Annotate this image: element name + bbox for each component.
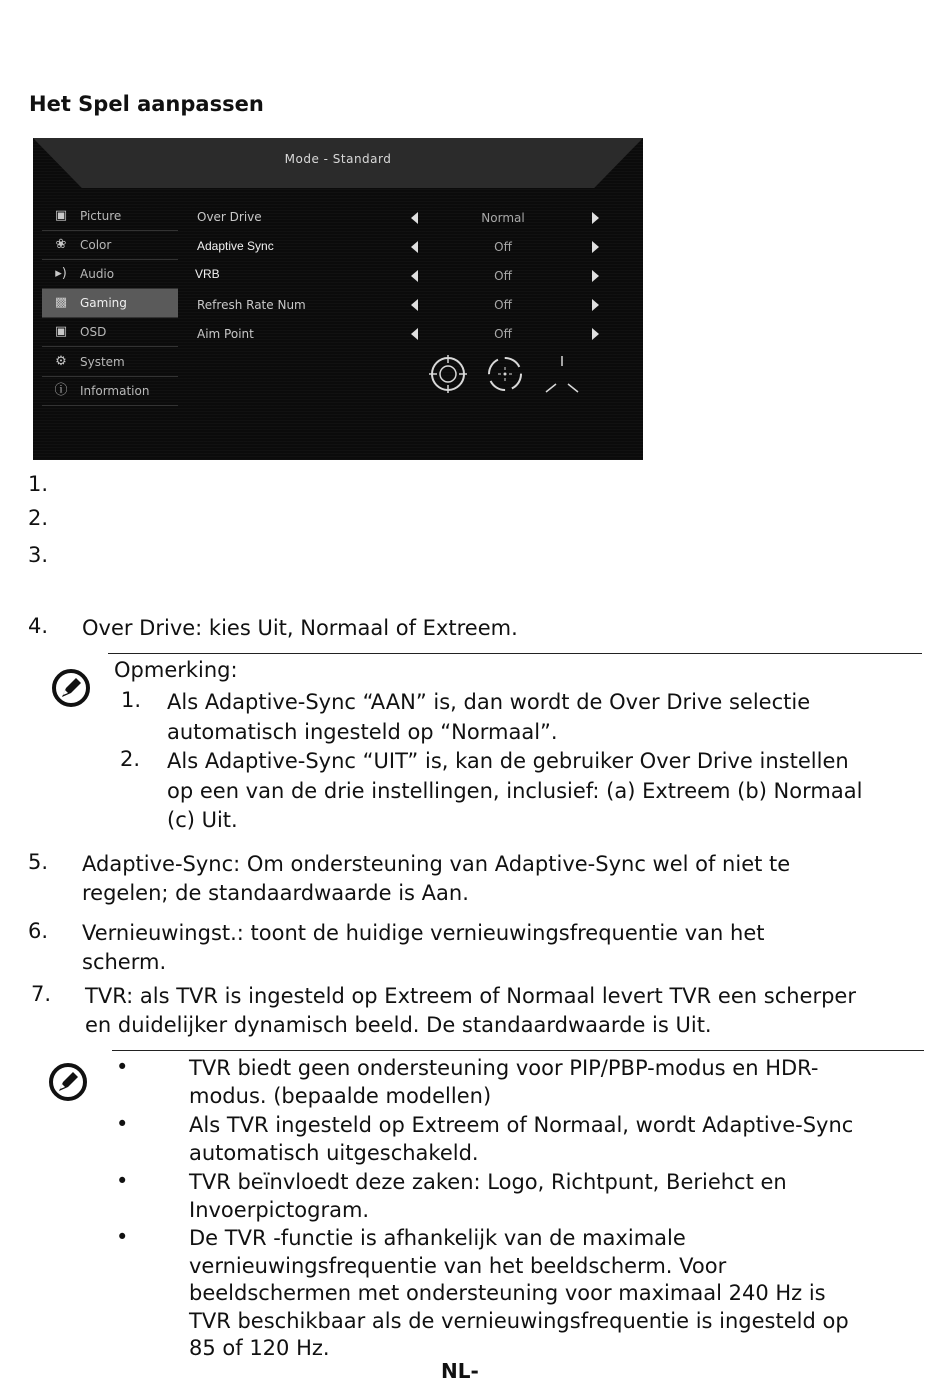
crosshair-circle-icon[interactable] [428, 354, 468, 394]
bullet-text [189, 1112, 919, 1167]
left-arrow-icon[interactable] [411, 328, 418, 340]
right-arrow-icon[interactable] [592, 241, 599, 253]
item-number: 5. [28, 850, 49, 874]
option-value-refresh-rate-num: Off [494, 298, 512, 312]
note-icon [48, 1062, 88, 1102]
right-arrow-icon[interactable] [592, 270, 599, 282]
item-number: 7. [31, 982, 52, 1006]
gear-icon: ⚙ [55, 354, 67, 369]
option-label-adaptive-sync: Adaptive Sync [197, 239, 274, 253]
item-line: scherm. [82, 950, 167, 974]
menu-item-information[interactable] [42, 377, 178, 406]
picture-icon: ▣ [54, 208, 68, 223]
bullet-text [189, 1169, 919, 1224]
right-arrow-icon[interactable] [592, 299, 599, 311]
speaker-icon: ▸) [55, 266, 67, 281]
option-value-over-drive: Normal [481, 211, 525, 225]
item-number: 6. [28, 919, 49, 943]
osd-screenshot [33, 138, 643, 460]
bullet-line: TVR beïnvloedt deze zaken: Logo, Richtpunt, Beriehct en [189, 1170, 787, 1194]
note-divider [112, 1050, 924, 1051]
menu-item-label: OSD [80, 325, 107, 339]
option-label-over-drive: Over Drive [197, 210, 262, 224]
crosshair-dashed-icon[interactable] [485, 354, 525, 394]
note-line: Als Adaptive-Sync “UIT” is, kan de gebruiker Over Drive instellen [167, 749, 849, 773]
bullet-line: Invoerpictogram. [189, 1197, 370, 1222]
note-line: Als Adaptive-Sync “AAN” is, dan wordt de Over Drive selectie [167, 690, 811, 714]
item-line: Adaptive-Sync: Om ondersteuning van Adaptive-Sync wel of niet te [82, 852, 791, 876]
note-line: automatisch ingesteld op “Normaal”. [167, 719, 558, 744]
menu-item-system[interactable] [42, 348, 178, 377]
bullet-line: 85 of 120 Hz. [189, 1336, 330, 1360]
menu-item-gaming[interactable] [42, 289, 178, 318]
left-arrow-icon[interactable] [411, 241, 418, 253]
bullet-line: Als TVR ingesteld op Extreem of Normaal, wordt Adaptive-Sync [189, 1113, 854, 1137]
right-arrow-icon[interactable] [592, 212, 599, 224]
osd-mode-label: Mode - Standard [284, 152, 392, 166]
option-label-vrb: VRB [195, 267, 220, 281]
menu-item-color[interactable] [42, 231, 178, 260]
step-number: 3. [28, 543, 49, 567]
palette-icon: ❀ [55, 237, 67, 252]
left-arrow-icon[interactable] [411, 299, 418, 311]
note-point-text [167, 688, 810, 747]
menu-item-audio[interactable] [42, 260, 178, 289]
item-number: 4. [28, 614, 49, 638]
note-line: (c) Uit. [167, 808, 238, 832]
option-label-aim-point: Aim Point [197, 327, 254, 341]
right-arrow-icon[interactable] [592, 328, 599, 340]
bullet-text [189, 1225, 919, 1363]
bullet: • [116, 1225, 129, 1249]
item-line: TVR: als TVR is ingesteld op Extreem of Normaal levert TVR een scherper [85, 984, 856, 1008]
menu-item-label: Gaming [80, 296, 127, 310]
item-text [82, 614, 518, 643]
bullet-line: beeldschermen met ondersteuning voor maximaal 240 Hz is [189, 1281, 826, 1305]
option-label-refresh-rate-num: Refresh Rate Num [197, 298, 306, 312]
item-text [82, 850, 790, 908]
note-point-text [167, 747, 862, 836]
note-point-number: 2. [120, 747, 141, 771]
menu-item-label: System [80, 355, 125, 369]
menu-item-picture[interactable] [42, 202, 178, 231]
bullet-line: vernieuwingsfrequentie van het beeldscherm. Voor [189, 1253, 727, 1278]
page-title: Het Spel aanpassen [29, 92, 264, 116]
option-value-aim-point: Off [494, 327, 512, 341]
note-icon [51, 668, 91, 708]
bullet: • [116, 1112, 129, 1136]
menu-item-osd[interactable] [42, 318, 178, 347]
item-line: regelen; de standaardwaarde is Aan. [82, 881, 469, 905]
item-text [85, 982, 856, 1040]
bullet-line: automatisch uitgeschakeld. [189, 1140, 479, 1165]
osd-icon: ▣ [54, 324, 68, 339]
menu-item-label: Audio [80, 267, 115, 281]
item-line: Vernieuwingst.: toont de huidige vernieuwingsfrequentie van het [82, 921, 765, 945]
left-arrow-icon[interactable] [411, 212, 418, 224]
option-value-adaptive-sync: Off [494, 240, 512, 254]
left-arrow-icon[interactable] [411, 270, 418, 282]
menu-item-label: Information [80, 384, 150, 398]
menu-item-label: Picture [80, 209, 122, 223]
item-text [82, 919, 765, 977]
bullet-text [189, 1055, 919, 1110]
bullet-line: De TVR -functie is afhankelijk van de maximale [189, 1226, 686, 1250]
bullet-line: TVR biedt geen ondersteuning voor PIP/PBP-modus en HDR- [189, 1056, 819, 1080]
gamepad-icon: ▩ [54, 295, 68, 310]
menu-item-label: Color [80, 238, 112, 252]
bullet-line: modus. (bepaalde modellen) [189, 1083, 492, 1108]
option-value-vrb: Off [494, 269, 512, 283]
step-number: 1. [28, 472, 49, 496]
item-line: en duidelijker dynamisch beeld. De standaardwaarde is Uit. [85, 1013, 712, 1037]
info-icon: ⓘ [54, 383, 68, 398]
page-footer: NL- [441, 1359, 479, 1383]
bullet: • [116, 1055, 129, 1079]
crosshair-lines-icon[interactable] [542, 354, 582, 394]
note-line: op een van de drie instellingen, inclusief: (a) Extreem (b) Normaal [167, 778, 863, 803]
bullet: • [116, 1169, 129, 1193]
note-point-number: 1. [121, 688, 142, 712]
item-line: Over Drive: kies Uit, Normaal of Extreem. [82, 616, 518, 640]
step-number: 2. [28, 506, 49, 530]
note-title: Opmerking: [114, 658, 238, 682]
bullet-line: TVR beschikbaar als de vernieuwingsfrequentie is ingesteld op [189, 1308, 849, 1333]
note-divider [108, 653, 922, 654]
